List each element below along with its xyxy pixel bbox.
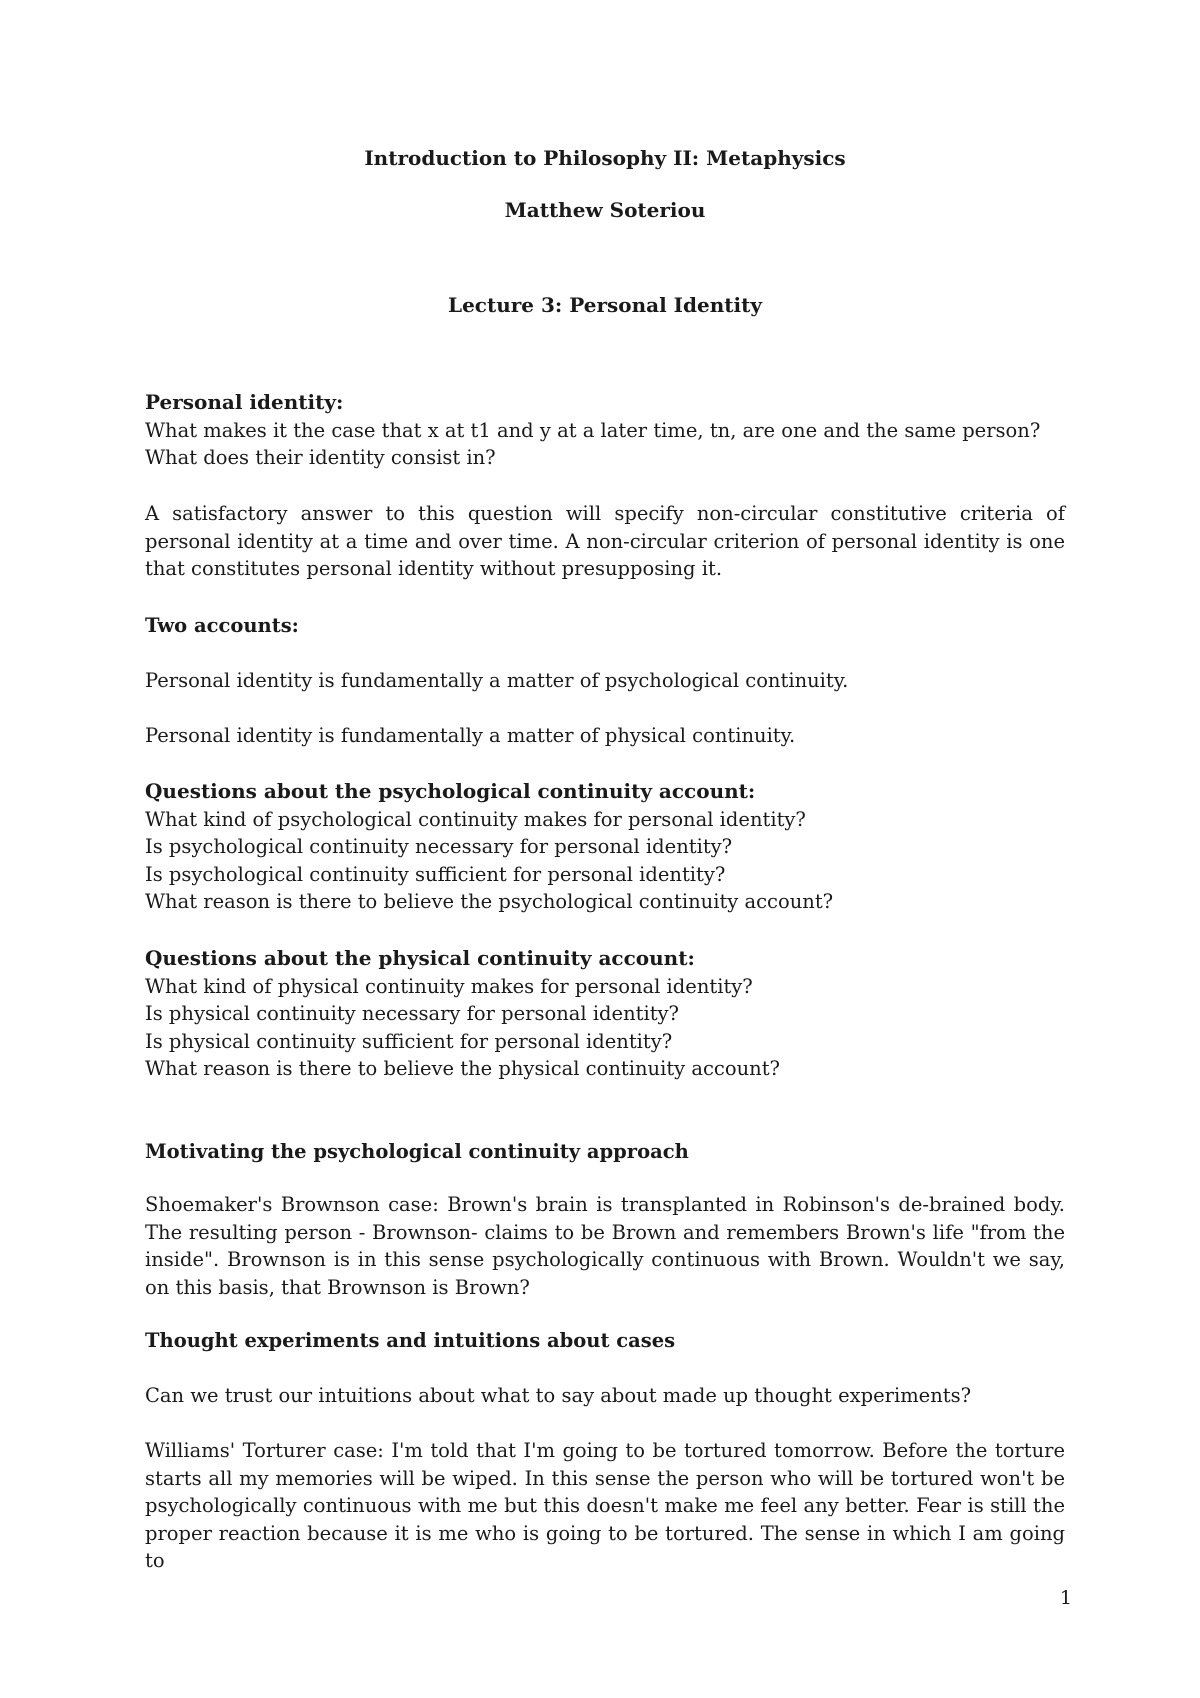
section-personal-identity (145, 389, 1065, 472)
question-line: Is psychological continuity necessary for personal identity? (145, 835, 733, 858)
course-title: Introduction to Philosophy II: Metaphysics (364, 146, 846, 170)
section-heading-two-accounts: Two accounts: (145, 614, 299, 637)
brownson-paragraph: Shoemaker's Brownson case: Brown's brain is transplanted in Robinson's de-brained body. The resulting person - Brownson- claims to be Brown and remembers Brown's life "from the inside". Brownson is in this sense psychologically continuous with Brown. Wouldn't we say, on this basis, that Brownson is Brown? (145, 1193, 1065, 1299)
question-line: What reason is there to believe the physical continuity account? (145, 1057, 780, 1080)
question-line: Is psychological continuity sufficient for personal identity? (145, 862, 726, 886)
account-physical: Personal identity is fundamentally a matter of physical continuity. (145, 724, 796, 747)
question-line: What reason is there to believe the psychological continuity account? (145, 890, 834, 913)
torturer-paragraph: Williams' Torturer case: I'm told that I'm going to be tortured tomorrow. Before the torture starts all my memories will be wiped. In this sense the person who will be tortured won't be psychologically continuous with me but this doesn't make me feel any better. Fear is still the proper reaction because it is me who is going to be tortured. The sense in which I am going to (145, 1439, 1065, 1572)
section-phys-questions (145, 945, 1065, 1083)
section-psych-questions (145, 778, 1065, 916)
text-line: What does their identity consist in? (145, 446, 496, 469)
account-psychological: Personal identity is fundamentally a matter of psychological continuity. (145, 669, 849, 692)
intuitions-question: Can we trust our intuitions about what to say about made up thought experiments? (145, 1384, 972, 1407)
text-line: What makes it the case that x at t1 and y at a later time, tn, are one and the same person? (145, 418, 1041, 442)
section-heading: Questions about the psychological continuity account: (145, 779, 756, 803)
section-heading-thought-experiments: Thought experiments and intuitions about cases (145, 1329, 676, 1352)
author-name: Matthew Soteriou (504, 198, 706, 222)
answer-paragraph: A satisfactory answer to this question will specify non-circular constitutive criteria of personal identity at a time and over time. A non-circular criterion of personal identity is one that constitutes personal identity without presupposing it. (145, 502, 1065, 580)
section-heading-motivating: Motivating the psychological continuity approach (145, 1140, 689, 1163)
question-line: What kind of physical continuity makes for personal identity? (145, 974, 753, 998)
lecture-title: Lecture 3: Personal Identity (448, 293, 762, 317)
question-line: Is physical continuity necessary for personal identity? (145, 1002, 680, 1025)
page-number: 1 (1059, 1587, 1072, 1609)
section-heading: Personal identity: (145, 390, 344, 414)
question-line: Is physical continuity sufficient for personal identity? (145, 1029, 673, 1053)
section-heading: Questions about the physical continuity account: (145, 946, 695, 970)
question-line: What kind of psychological continuity makes for personal identity? (145, 807, 806, 831)
